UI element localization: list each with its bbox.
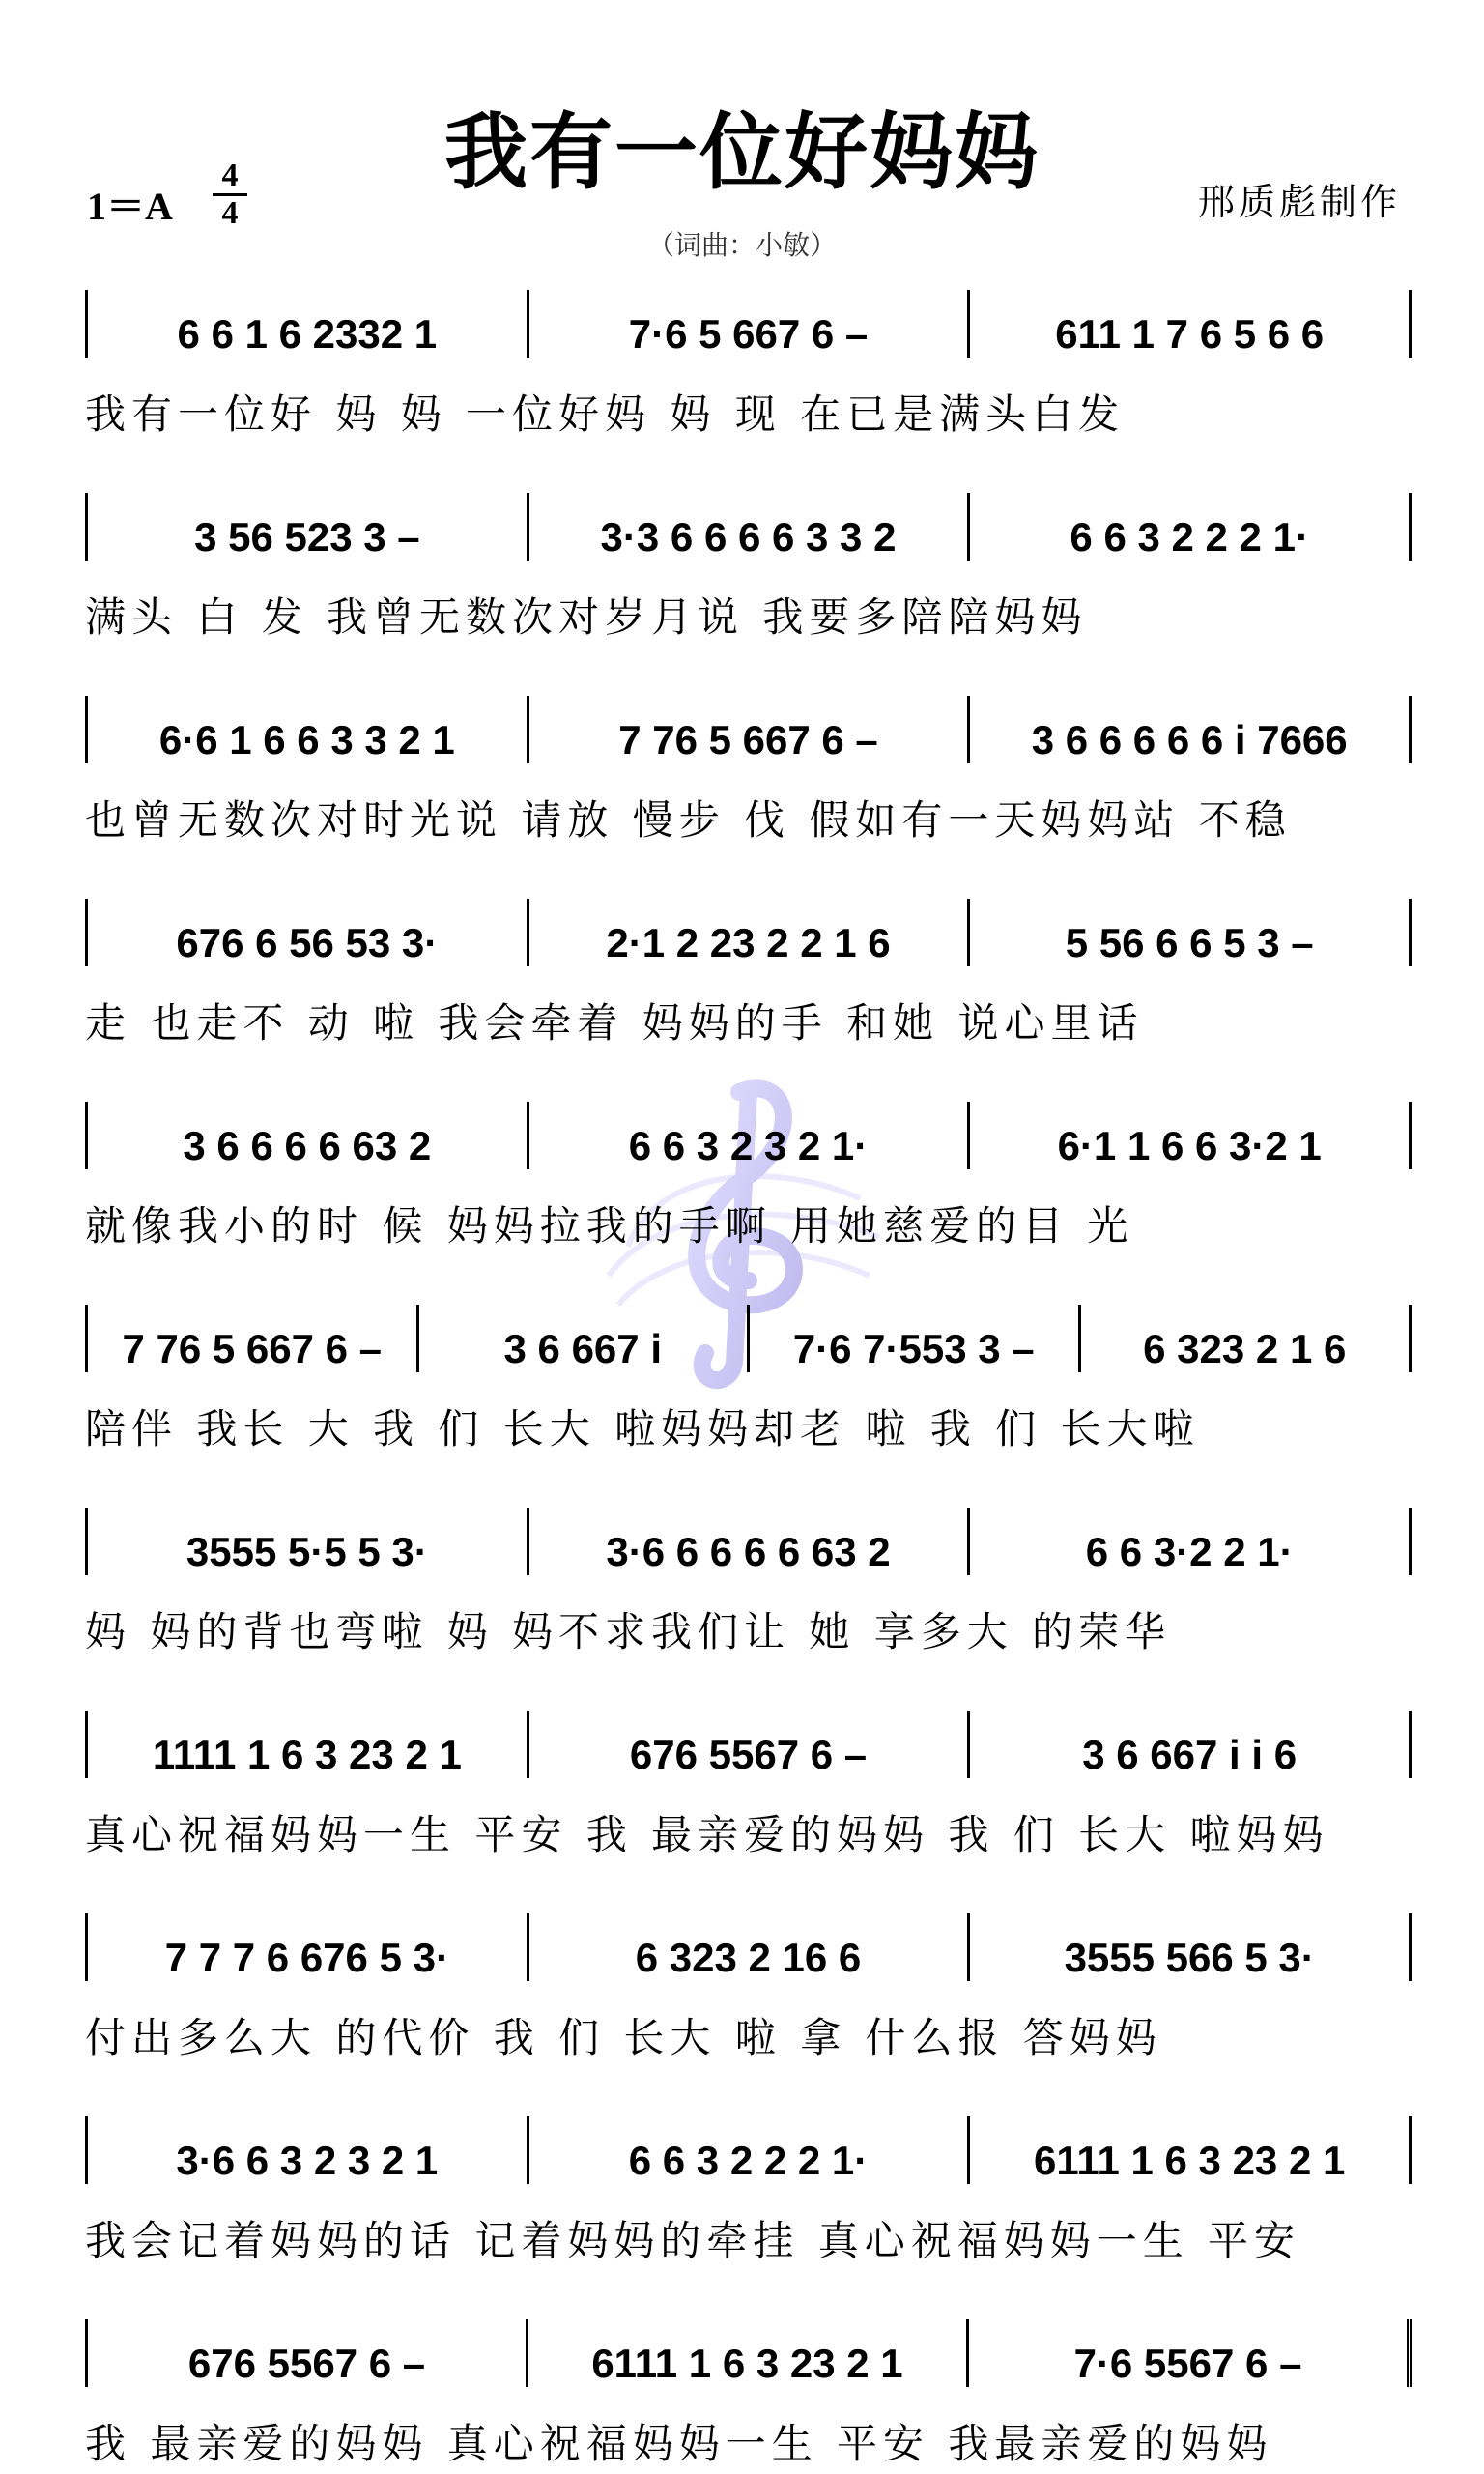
score-system — [85, 899, 1409, 1053]
time-signature-bottom: 4 — [221, 195, 239, 231]
notation-line — [85, 2116, 1412, 2184]
measure: 6·1 1 6 6 3·2 1 — [970, 1102, 1412, 1169]
measure: 3·6 6 6 6 6 63 2 — [529, 1508, 971, 1575]
lyrics-line: 妈 妈的背也弯啦 妈 妈不求我们让 她 享多大 的荣华 — [85, 1608, 1172, 1655]
measure: 6 6 3·2 2 1· — [970, 1508, 1412, 1575]
lyrics-line: 也曾无数次对时光说 请放 慢步 伐 假如有一天妈妈站 不稳 — [85, 796, 1292, 844]
notation-line — [85, 1711, 1412, 1778]
measure: 7 76 5 667 6 – — [88, 1305, 419, 1372]
measure: 6 6 3 2 3 2 1· — [529, 1102, 971, 1169]
maker-credit: 邢质彪制作 — [1197, 181, 1401, 223]
lyrics-line: 真心祝福妈妈一生 平安 我 最亲爱的妈妈 我 们 长大 啦妈妈 — [85, 1811, 1329, 1858]
score-system — [85, 2116, 1409, 2271]
notation-line — [85, 1508, 1412, 1575]
notation-line — [85, 899, 1412, 966]
measure: 6 6 1 6 2332 1 — [88, 290, 529, 358]
measure: 3 56 523 3 – — [88, 493, 529, 561]
notation-line — [85, 1102, 1412, 1169]
measure: 676 5567 6 – — [529, 1711, 971, 1778]
measure: 3555 5·5 5 3· — [88, 1508, 529, 1575]
score-system — [85, 1102, 1409, 1256]
measure: 6111 1 6 3 23 2 1 — [970, 2116, 1412, 2184]
notation-line — [85, 2319, 1412, 2387]
measure: 7 76 5 667 6 – — [529, 696, 971, 763]
lyrics-line: 我会记着妈妈的话 记着妈妈的牵挂 真心祝福妈妈一生 平安 — [85, 2217, 1301, 2264]
measure: 3555 566 5 3· — [970, 1913, 1412, 1981]
measure: 676 5567 6 – — [88, 2319, 528, 2387]
measure: 1111 1 6 3 23 2 1 — [88, 1711, 529, 1778]
measure: 6 6 3 2 2 2 1· — [529, 2116, 971, 2184]
notation-line — [85, 1305, 1412, 1372]
lyrics-line: 付出多么大 的代价 我 们 长大 啦 拿 什么报 答妈妈 — [85, 2014, 1162, 2061]
score-system — [85, 493, 1409, 647]
score-system — [85, 290, 1409, 445]
measure: 7·6 7·553 3 – — [750, 1305, 1081, 1372]
time-signature-top: 4 — [213, 158, 247, 196]
measure: 7 7 7 6 676 5 3· — [88, 1913, 529, 1981]
lyrics-line: 我有一位好 妈 妈 一位好妈 妈 现 在已是满头白发 — [85, 390, 1126, 438]
time-signature — [213, 158, 247, 231]
lyrics-line: 走 也走不 动 啦 我会牵着 妈妈的手 和她 说心里话 — [85, 999, 1144, 1047]
score-system — [85, 1711, 1409, 1865]
measure: 3·6 6 3 2 3 2 1 — [88, 2116, 529, 2184]
score-system — [85, 1913, 1409, 2068]
measure: 6 6 3 2 2 2 1· — [970, 493, 1412, 561]
measure: 7·6 5 667 6 – — [529, 290, 971, 358]
measure: 611 1 7 6 5 6 6 — [970, 290, 1412, 358]
measure: 3·3 6 6 6 6 3 3 2 — [529, 493, 971, 561]
song-title: 我有一位好妈妈 — [444, 104, 1040, 201]
lyrics-line: 就像我小的时 候 妈妈拉我的手啊 用她慈爱的目 光 — [85, 1202, 1134, 1250]
measure: 3 6 667 i i 6 — [970, 1711, 1412, 1778]
score-system — [85, 1508, 1409, 1662]
measure: 6·6 1 6 6 3 3 2 1 — [88, 696, 529, 763]
lyrics-line: 陪伴 我长 大 我 们 长大 啦妈妈却老 啦 我 们 长大啦 — [85, 1405, 1200, 1453]
measure: 7·6 5567 6 – — [969, 2319, 1412, 2387]
measure: 3 6 6 6 6 63 2 — [88, 1102, 529, 1169]
score-system — [85, 696, 1409, 850]
measure: 3 6 6 6 6 6 i 7666 — [970, 696, 1412, 763]
notation-line — [85, 290, 1412, 358]
key-signature: 1＝A — [87, 185, 173, 228]
measure: 6 323 2 1 6 — [1081, 1305, 1413, 1372]
notation-line — [85, 493, 1412, 561]
measure: 5 56 6 6 5 3 – — [970, 899, 1412, 966]
measure: 6 323 2 16 6 — [529, 1913, 971, 1981]
notation-line — [85, 696, 1412, 763]
measure: 3 6 667 i — [419, 1305, 751, 1372]
lyrics-line: 满头 白 发 我曾无数次对岁月说 我要多陪陪妈妈 — [85, 593, 1088, 641]
measure: 6111 1 6 3 23 2 1 — [528, 2319, 969, 2387]
score-system — [85, 2319, 1409, 2474]
score-system — [85, 1305, 1409, 1459]
notation-line — [85, 1913, 1412, 1981]
lyrics-line: 我 最亲爱的妈妈 真心祝福妈妈一生 平安 我最亲爱的妈妈 — [85, 2420, 1273, 2467]
measure: 2·1 2 23 2 2 1 6 — [529, 899, 971, 966]
measure: 676 6 56 53 3· — [88, 899, 529, 966]
lyrics-music-credit: （词曲：小敏） — [646, 229, 837, 261]
